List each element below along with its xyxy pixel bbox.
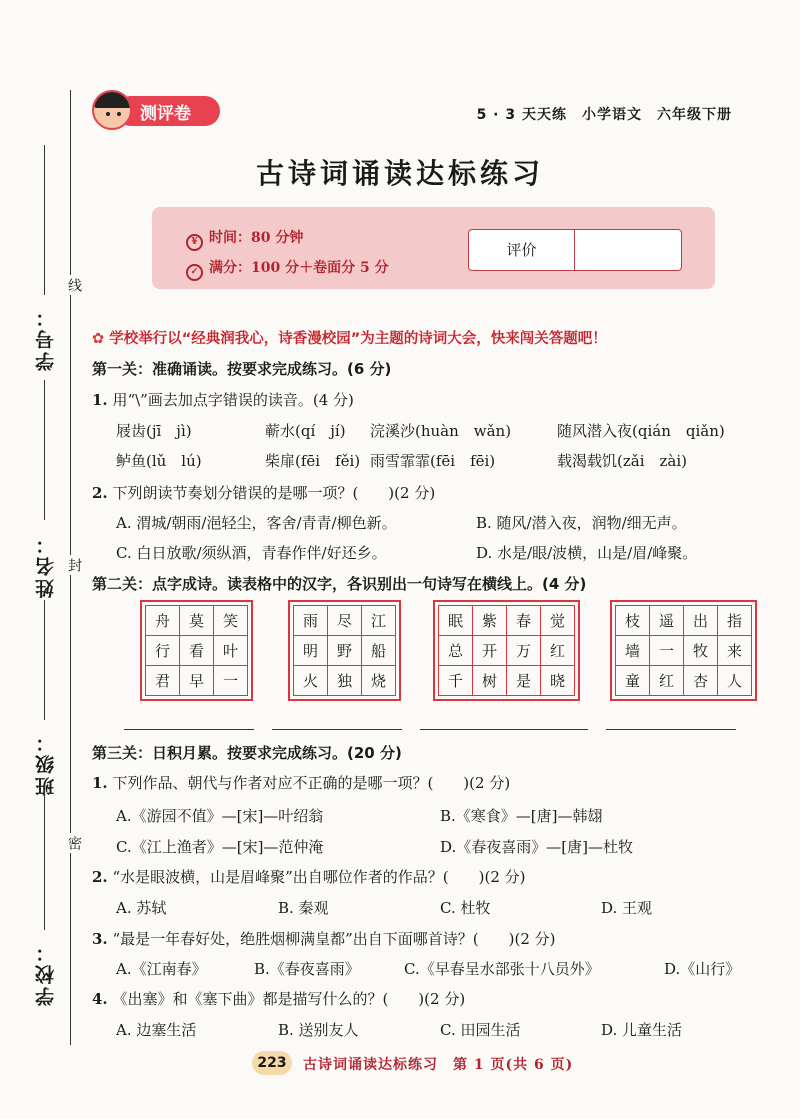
section2-title: 第二关：点字成诗。读表格中的汉字，各识别出一句诗写在横线上。(4 分) bbox=[92, 575, 587, 593]
grid-cell: 一 bbox=[650, 636, 684, 666]
student-id-label: 学号： bbox=[35, 305, 57, 371]
grid-cell: 是 bbox=[507, 666, 541, 696]
grid-cell: 看 bbox=[180, 636, 214, 666]
name-underline[interactable] bbox=[44, 380, 45, 520]
s3-q4-stem: 4. 《出塞》和《塞下曲》都是描写什么的？( )(2 分) bbox=[92, 990, 466, 1008]
page-title: 古诗词诵读达标练习 bbox=[255, 157, 544, 190]
option-c: C.《江上渔者》—[宋]—范仲淹 bbox=[116, 838, 324, 856]
option-b: B.《寒食》—[唐]—韩翃 bbox=[440, 807, 603, 825]
option-c: C. 田园生活 bbox=[440, 1021, 521, 1039]
grid-cell: 行 bbox=[146, 636, 180, 666]
grid-cell: 杏 bbox=[684, 666, 718, 696]
char-grid-1 bbox=[140, 600, 253, 701]
option-c: C. 杜牧 bbox=[440, 899, 491, 917]
grid-cell: 开 bbox=[473, 636, 507, 666]
s1-q2-stem: 2. 下列朗读节奏划分错误的是哪一项？( )(2 分) bbox=[92, 484, 436, 502]
grid-cell: 万 bbox=[507, 636, 541, 666]
option-b: B. 随风/潜入夜，润物/细无声。 bbox=[476, 514, 687, 532]
test-badge bbox=[92, 90, 222, 130]
badge-text: 测评卷 bbox=[140, 104, 191, 124]
cut-line-label: 线 bbox=[64, 275, 84, 295]
option-d: D. 水是/眼/波横，山是/眉/峰聚。 bbox=[476, 544, 698, 562]
grid-cell: 野 bbox=[328, 636, 362, 666]
grid-cell: 人 bbox=[718, 666, 752, 696]
time-row bbox=[186, 227, 303, 251]
grid-cell: 独 bbox=[328, 666, 362, 696]
section1-title: 第一关：准确诵读。按要求完成练习。(6 分) bbox=[92, 360, 392, 378]
school-underline[interactable] bbox=[44, 790, 45, 930]
evaluation-label: 评价 bbox=[469, 230, 575, 270]
pinyin-item: 随风潜入夜(qián qiǎn) bbox=[557, 422, 725, 440]
grid-cell: 明 bbox=[294, 636, 328, 666]
grid-cell: 树 bbox=[473, 666, 507, 696]
name-label: 姓名： bbox=[35, 532, 57, 598]
grid-cell: 总 bbox=[439, 636, 473, 666]
cartoon-student-icon bbox=[92, 90, 132, 130]
score-row bbox=[186, 257, 389, 281]
answer-blank-1[interactable] bbox=[124, 729, 254, 730]
grid-cell: 出 bbox=[684, 606, 718, 636]
grid-cell: 来 bbox=[718, 636, 752, 666]
pinyin-item: 浣溪沙(huàn wǎn) bbox=[370, 422, 512, 440]
pinyin-item: 蕲水(qí jí) bbox=[265, 422, 346, 440]
grid-cell: 船 bbox=[362, 636, 396, 666]
page-number-badge: 223 bbox=[252, 1051, 292, 1075]
pinyin-item: 雨雪霏霏(fēi fēi) bbox=[370, 452, 496, 470]
char-grid-3 bbox=[433, 600, 580, 701]
char-grid-2 bbox=[288, 600, 401, 701]
grid-cell: 春 bbox=[507, 606, 541, 636]
grid-cell: 眠 bbox=[439, 606, 473, 636]
grid-cell: 紫 bbox=[473, 606, 507, 636]
option-d: D. 王观 bbox=[601, 899, 653, 917]
grid-cell: 江 bbox=[362, 606, 396, 636]
grid-cell: 觉 bbox=[541, 606, 575, 636]
section3-title: 第三关：日积月累。按要求完成练习。(20 分) bbox=[92, 744, 402, 762]
flower-icon: ✿ bbox=[92, 331, 110, 347]
check-icon: ✓ bbox=[186, 264, 203, 281]
grid-cell: 君 bbox=[146, 666, 180, 696]
grid-cell: 指 bbox=[718, 606, 752, 636]
time-text: 时间：80 分钟 bbox=[209, 230, 304, 246]
option-a: A. 边塞生活 bbox=[116, 1021, 197, 1039]
info-panel bbox=[152, 207, 715, 289]
answer-blank-4[interactable] bbox=[606, 729, 736, 730]
grid-cell: 雨 bbox=[294, 606, 328, 636]
answer-blank-2[interactable] bbox=[272, 729, 402, 730]
option-d: D. 儿童生活 bbox=[601, 1021, 683, 1039]
cut-seal-label: 封 bbox=[64, 555, 84, 575]
pinyin-item: 屐齿(jī jì) bbox=[116, 422, 192, 440]
grid-cell: 尽 bbox=[328, 606, 362, 636]
grid-cell: 枝 bbox=[616, 606, 650, 636]
answer-blank-3[interactable] bbox=[420, 729, 588, 730]
grid-cell: 千 bbox=[439, 666, 473, 696]
option-a: A.《游园不值》—[宋]—叶绍翁 bbox=[116, 807, 324, 825]
option-b: B. 送别友人 bbox=[278, 1021, 359, 1039]
cut-close-label: 密 bbox=[64, 833, 84, 853]
option-b: B. 秦观 bbox=[278, 899, 329, 917]
class-underline[interactable] bbox=[44, 600, 45, 720]
series-label: 5 · 3 天天练 小学语文 六年级下册 bbox=[476, 107, 732, 123]
option-c: C.《早春呈水部张十八员外》 bbox=[404, 960, 600, 978]
grid-cell: 墙 bbox=[616, 636, 650, 666]
clock-icon: ¥ bbox=[186, 234, 203, 251]
intro-text: 学校举行以“经典润我心，诗香漫校园”为主题的诗词大会，快来闯关答题吧！ bbox=[109, 331, 607, 347]
s1-q1-stem: 1. 用“\”画去加点字错误的读音。(4 分) bbox=[92, 391, 354, 409]
grid-cell: 红 bbox=[650, 666, 684, 696]
grid-cell: 叶 bbox=[214, 636, 248, 666]
option-c: C. 白日放歌/须纵酒，青春作伴/好还乡。 bbox=[116, 544, 387, 562]
pinyin-item: 柴扉(fēi fěi) bbox=[265, 452, 361, 470]
pinyin-item: 载渴载饥(zǎi zài) bbox=[557, 452, 687, 470]
option-b: B.《春夜喜雨》 bbox=[254, 960, 360, 978]
option-a: A. 渭城/朝雨/浥轻尘，客舍/青青/柳色新。 bbox=[116, 514, 397, 532]
school-label: 学校： bbox=[35, 940, 57, 1006]
grid-cell: 舟 bbox=[146, 606, 180, 636]
grid-cell: 牧 bbox=[684, 636, 718, 666]
grid-cell: 红 bbox=[541, 636, 575, 666]
s3-q2-stem: 2. “水是眼波横，山是眉峰聚”出自哪位作者的作品？( )(2 分) bbox=[92, 868, 526, 886]
footer-text: 古诗词诵读达标练习 第 1 页(共 6 页) bbox=[303, 1057, 574, 1073]
evaluation-box[interactable] bbox=[468, 229, 682, 271]
option-a: A.《江南春》 bbox=[116, 960, 207, 978]
grid-cell: 晓 bbox=[541, 666, 575, 696]
s3-q1-stem: 1. 下列作品、朝代与作者对应不正确的是哪一项？( )(2 分) bbox=[92, 774, 511, 792]
grid-cell: 童 bbox=[616, 666, 650, 696]
grid-cell: 笑 bbox=[214, 606, 248, 636]
option-d: D.《山行》 bbox=[664, 960, 741, 978]
grid-cell: 一 bbox=[214, 666, 248, 696]
grid-cell: 早 bbox=[180, 666, 214, 696]
option-d: D.《春夜喜雨》—[唐]—杜牧 bbox=[440, 838, 633, 856]
grid-cell: 烧 bbox=[362, 666, 396, 696]
char-grid-4 bbox=[610, 600, 757, 701]
s3-q3-stem: 3. “最是一年春好处，绝胜烟柳满皇都”出自下面哪首诗？( )(2 分) bbox=[92, 930, 556, 948]
grid-cell: 莫 bbox=[180, 606, 214, 636]
grid-cell: 遥 bbox=[650, 606, 684, 636]
pinyin-item: 鲈鱼(lǔ lú) bbox=[116, 452, 202, 470]
score-text: 满分：100 分＋卷面分 5 分 bbox=[209, 260, 389, 276]
class-label: 班级： bbox=[35, 730, 57, 796]
option-a: A. 苏轼 bbox=[116, 899, 167, 917]
intro-line bbox=[92, 327, 607, 348]
grid-cell: 火 bbox=[294, 666, 328, 696]
